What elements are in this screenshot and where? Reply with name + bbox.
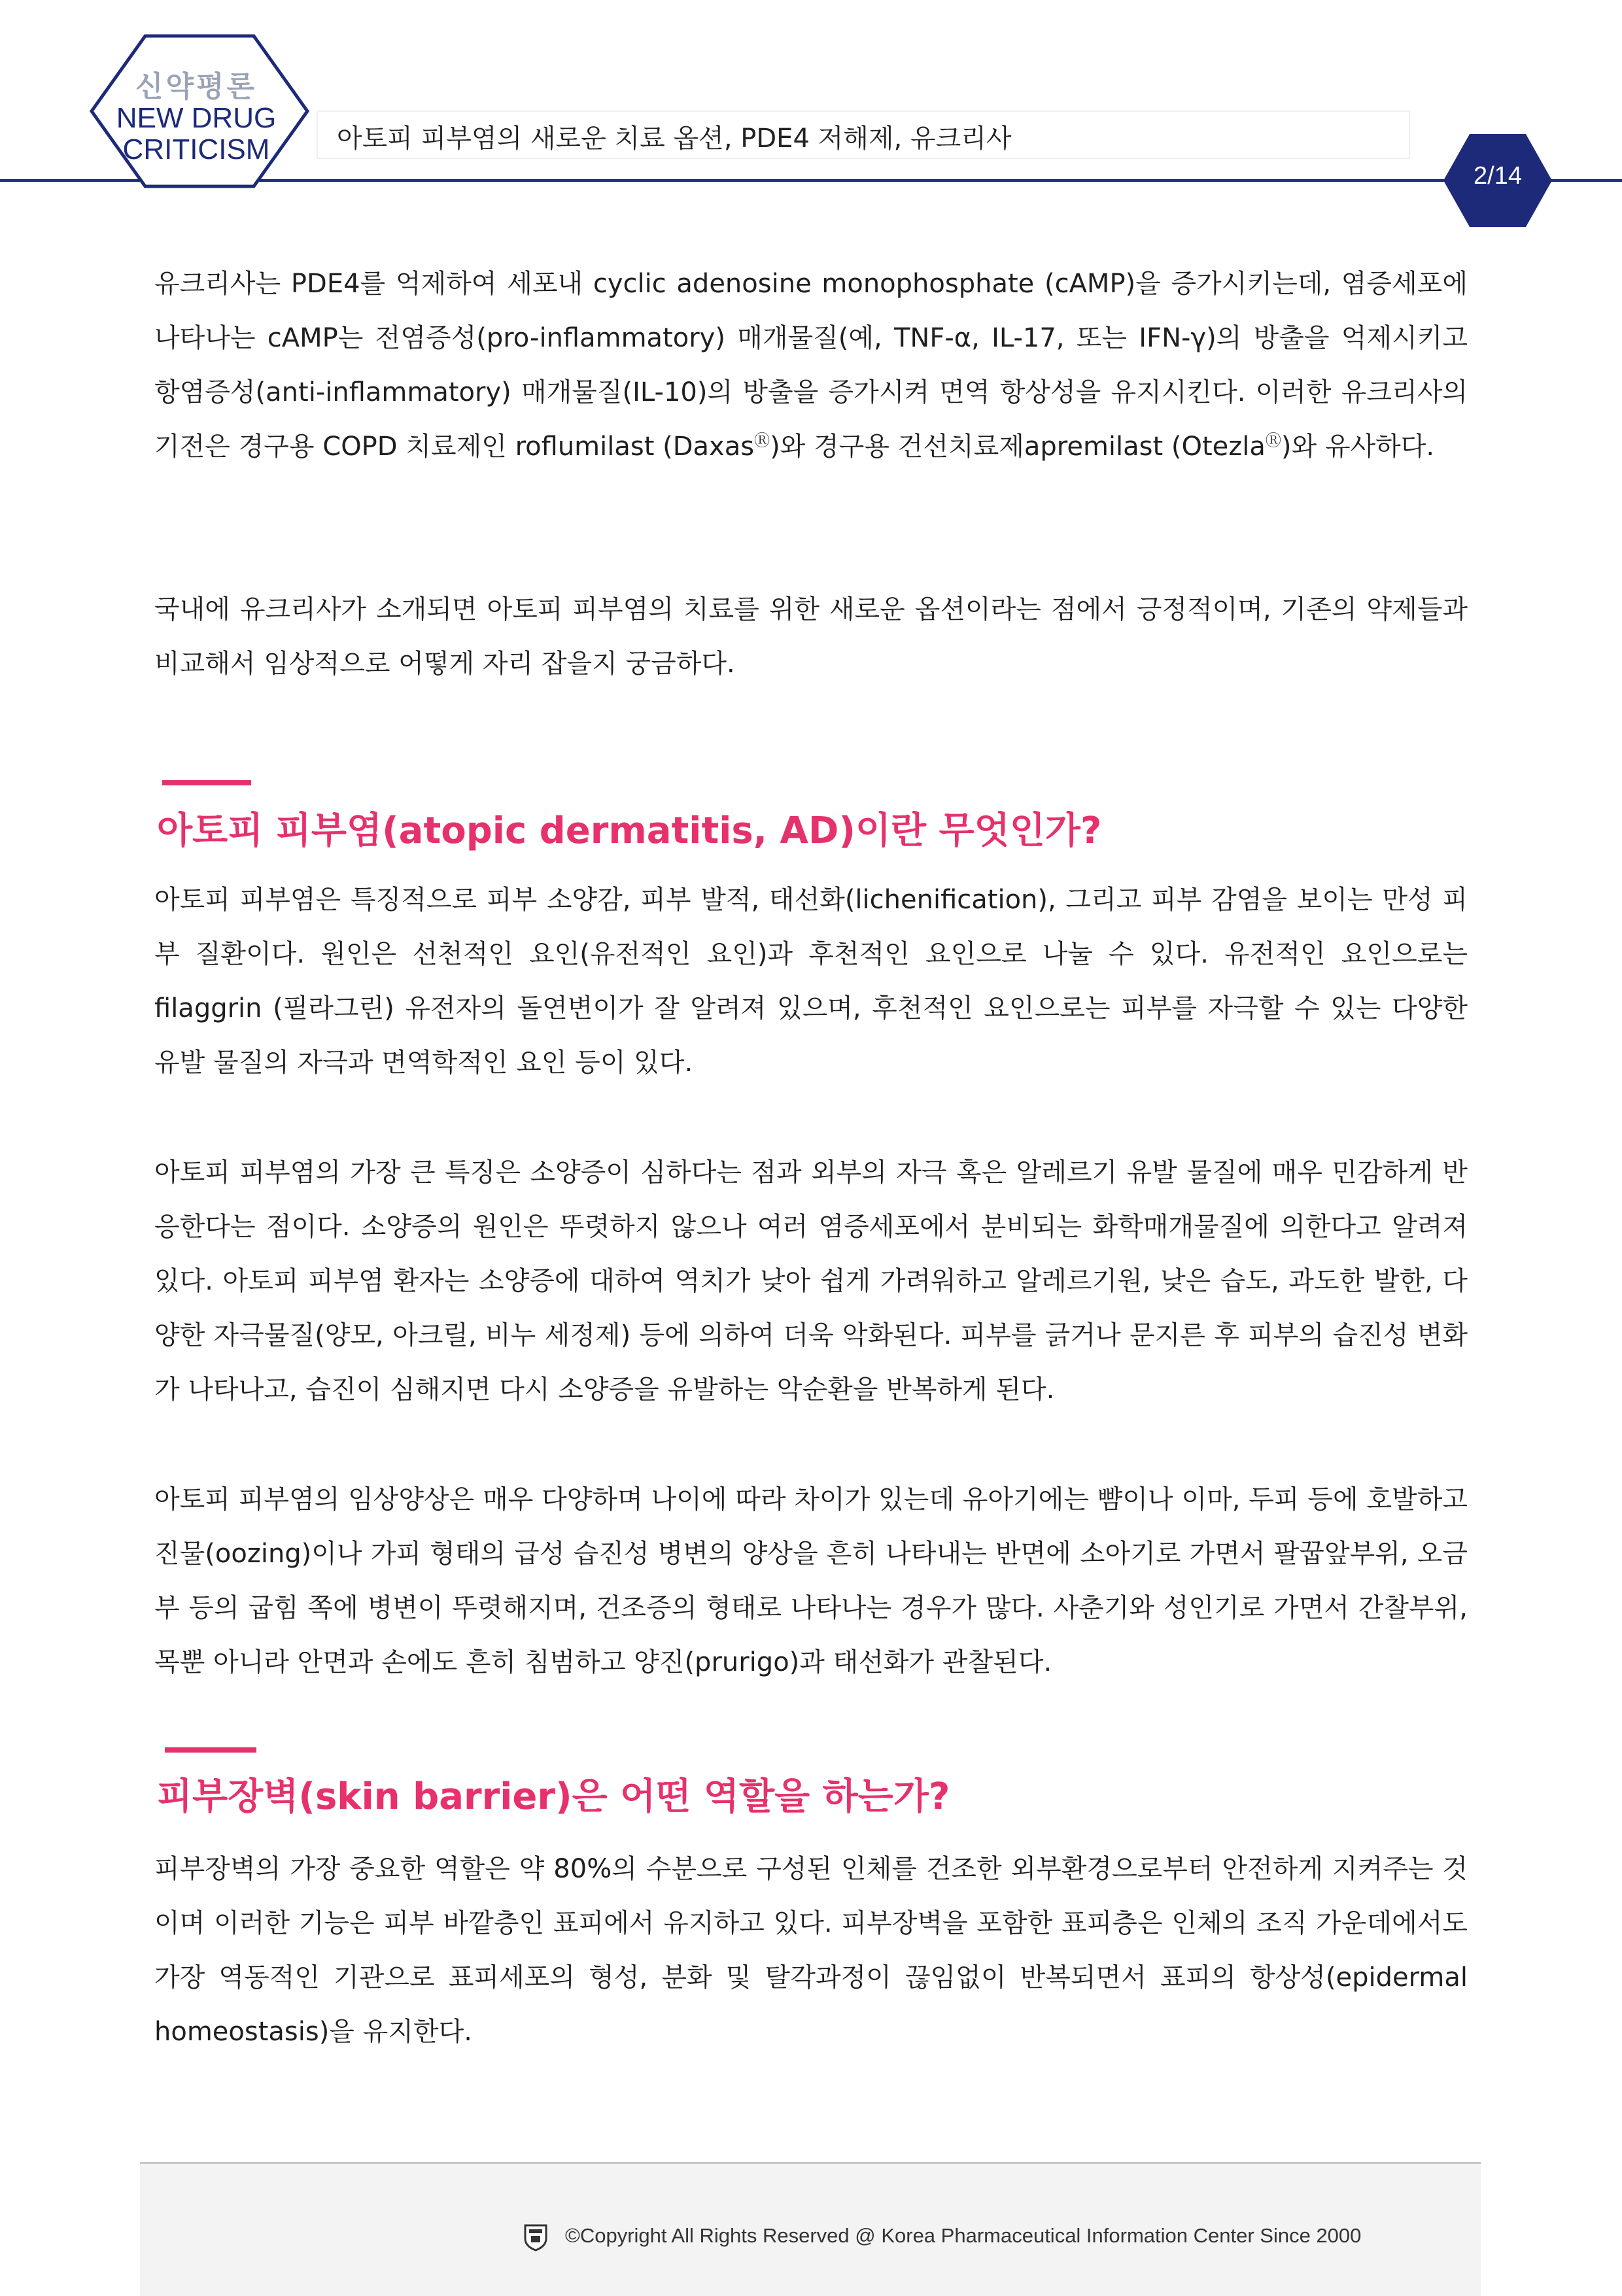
section-1-paragraph-1: 아토피 피부염은 특징적으로 피부 소양감, 피부 발적, 태선화(lichenification), 그리고 피부 감염을 보이는 만성 피부 질환이다. 원인은 선천적인 요인(유전적인 요인)과 후천적인 요인으로 나눌 수 있다. 유전적인 요인으로는 filaggrin (필라그린) 유전자의 돌연변이가 잘 알려져 있으며, 후천적인 요인으로는 피부를 자극할 수 있는 다양한 유발 물질의 자극과 면역학적인 요인 등이 있다.: [154, 885, 1468, 1078]
logo-english-line1: NEW DRUG: [116, 102, 277, 134]
section-1-paragraph-2: 아토피 피부염의 가장 큰 특징은 소양증이 심하다는 점과 외부의 자극 혹은 알레르기 유발 물질에 매우 민감하게 반응한다는 점이다. 소양증의 원인은 뚜렷하지 않으나 여러 염증세포에서 분비되는 화학매개물질에 의한다고 알려져 있다. 아토피 피부염 환자는 소양증에 대하여 역치가 낮아 쉽게 가려워하고 알레르기원, 낮은 습도, 과도한 발한, 다양한 자극물질(양모, 아크릴, 비누 세정제) 등에 의하여 더욱 악화된다. 피부를 긁거나 문지른 후 피부의 습진성 변화가 나타나고, 습진이 심해지면 다시 소양증을 유발하는 악순환을 반복하게 된다.: [154, 1157, 1468, 1405]
logo-english-line2: CRITICISM: [122, 133, 270, 165]
document-title: 아토피 피부염의 새로운 치료 옵션, PDE4 저해제, 유크리사: [337, 124, 1012, 154]
registered-mark: Ⓡ: [1265, 431, 1281, 450]
logo-korean: 신약평론: [135, 70, 257, 103]
section-1-heading: 아토피 피부염(atopic dermatitis, AD)이란 무엇인가?: [157, 810, 1102, 852]
footer-copyright: ©Copyright All Rights Reserved @ Korea Pharmaceutical Information Center Since 2000: [565, 2224, 1362, 2247]
section-1-paragraph-3: 아토피 피부염의 임상양상은 매우 다양하며 나이에 따라 차이가 있는데 유아기에는 뺨이나 이마, 두피 등에 호발하고 진물(oozing)이나 가피 형태의 급성 습진성 병변의 양상을 흔히 나타내는 반면에 소아기로 가면서 팔꿉앞부위, 오금부 등의 굽힘 쪽에 병변이 뚜렷해지며, 건조증의 형태로 나타나는 경우가 많다. 사춘기와 성인기로 가면서 간찰부위, 목뿐 아니라 안면과 손에도 흔히 침범하고 양진(prurigo)과 태선화가 관찰된다.: [154, 1484, 1468, 1677]
page-footer: [140, 2162, 1481, 2296]
section-1-accent-bar: [162, 780, 251, 785]
section-2-paragraph-1: 피부장벽의 가장 중요한 역할은 약 80%의 수분으로 구성된 인체를 건조한 외부환경으로부터 안전하게 지켜주는 것이며 이러한 기능은 피부 바깥층인 표피에서 유지하고 있다. 피부장벽을 포함한 표피층은 인체의 조직 가운데에서도 가장 역동적인 기관으로 표피세포의 형성, 분화 및 탈각과정이 끊임없이 반복되면서 표피의 항상성(epidermal homeostasis)을 유지한다.: [154, 1854, 1468, 2047]
section-2-heading: 피부장벽(skin barrier)은 어떤 역할을 하는가?: [157, 1775, 950, 1818]
registered-mark: Ⓡ: [754, 431, 770, 450]
intro-paragraph-1: 유크리사는 PDE4를 억제하여 세포내 cyclic adenosine monophosphate (cAMP)을 증가시키는데, 염증세포에 나타나는 cAMP는 전염증성(pro-inflammatory) 매개물질(예, TNF-α, IL-17, 또는 IFN-γ)의 방출을 억제시키고 항염증성(anti-inflammatory) 매개물질(IL-10)의 방출을 증가시켜 면역 항상성을 유지시킨다. 이러한 유크리사의 기전은 경구용 COPD 치료제인 roflumilast (DaxasⓇ)와 경구용 건선치료제apremilast (OtezlaⓇ)와 유사하다.: [154, 269, 1468, 462]
section-2-accent-bar: [165, 1747, 256, 1753]
page-number: 2/14: [1474, 162, 1522, 190]
crest-icon: [523, 2221, 549, 2252]
intro-paragraph-2: 국내에 유크리사가 소개되면 아토피 피부염의 치료를 위한 새로운 옵션이라는 점에서 긍정적이며, 기존의 약제들과 비교해서 임상적으로 어떻게 자리 잡을지 궁금하다.: [154, 594, 1468, 679]
